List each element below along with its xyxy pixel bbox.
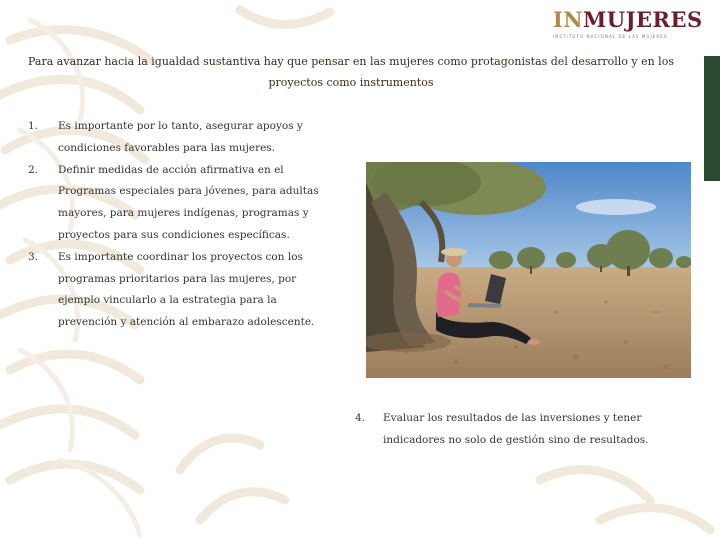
slide-title: Para avanzar hacia la igualdad sustantiva hay que pensar en las mujeres como protagonistas del desarrollo y en los proyectos como instrumentos	[28, 55, 674, 89]
list-item	[28, 247, 338, 334]
numbered-list-right	[355, 408, 695, 452]
list-text: Evaluar los resultados de las inversiones y tener indicadores no solo de gestión sino de resultados.	[383, 412, 649, 446]
photo-woman-laptop-olive-tree	[366, 162, 691, 378]
list-text: Definir medidas de acción afirmativa en el Programas especiales para jóvenes, para adultas mayores, para mujeres indígenas, programas y proyectos para sus condiciones específicas.	[58, 163, 319, 241]
list-text: Es importante coordinar los proyectos con los programas prioritarios para las mujeres, por ejemplo vincularlo a la estrategia para la prevención y atención al embarazo adolescente.	[58, 250, 315, 329]
logo-mujeres-text: MUJERES	[583, 7, 703, 32]
list-number: 4.	[355, 412, 366, 424]
list-item	[28, 160, 338, 247]
logo-wordmark	[553, 8, 713, 32]
list-item	[28, 116, 338, 160]
list-item	[355, 408, 695, 452]
inmujeres-logo	[553, 8, 713, 39]
logo-subtitle: INSTITUTO NACIONAL DE LAS MUJERES	[553, 34, 668, 39]
side-accent-bar	[704, 56, 720, 181]
numbered-list-left	[28, 116, 338, 334]
logo-in-text: IN	[553, 7, 584, 32]
list-number: 3.	[28, 250, 39, 263]
list-number: 1.	[28, 120, 39, 132]
list-number: 2.	[28, 163, 39, 176]
list-text: Es importante por lo tanto, asegurar apoyos y condiciones favorables para las mujeres.	[58, 120, 303, 154]
